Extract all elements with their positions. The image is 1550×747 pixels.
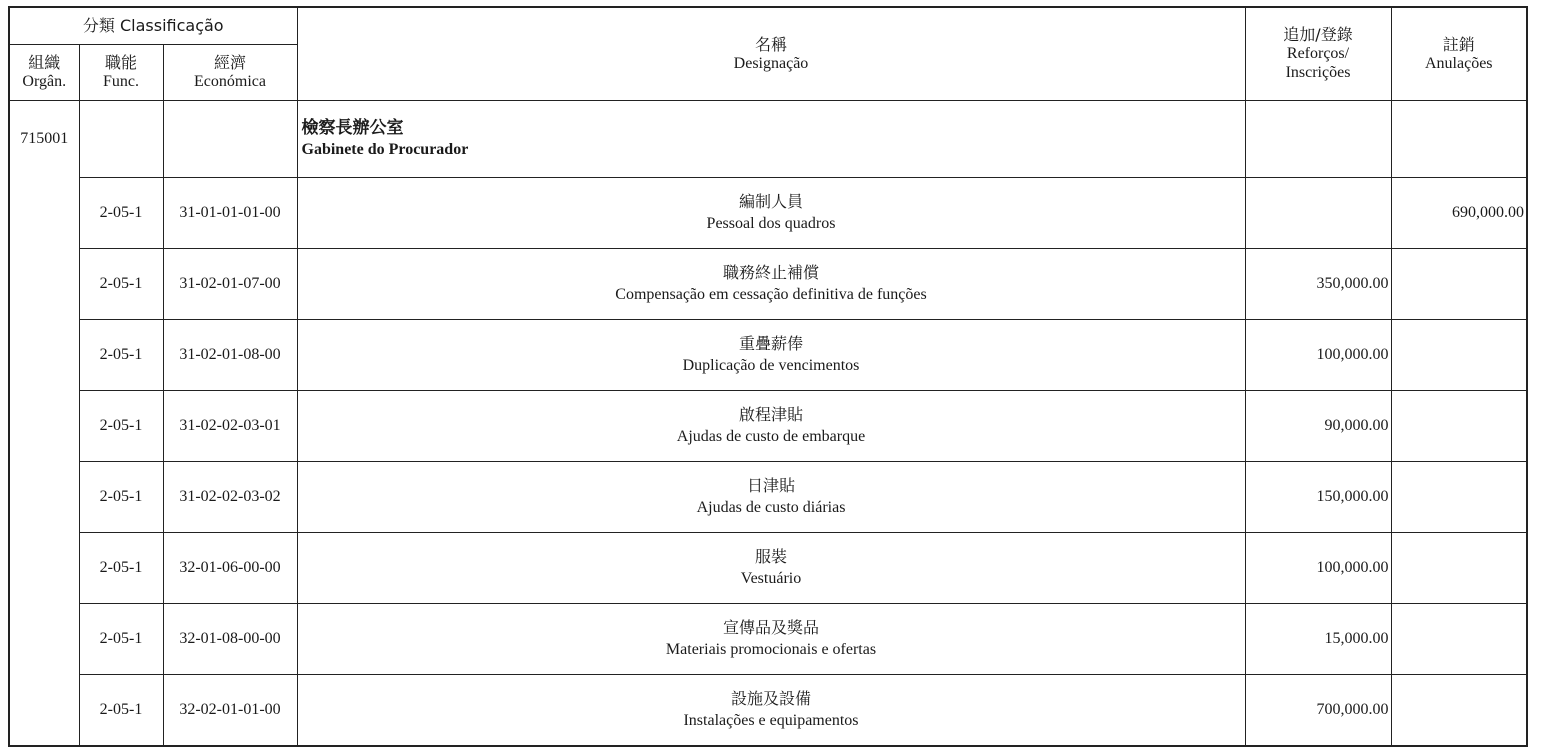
func-code: 2-05-1 [79, 674, 163, 746]
anulacoes-value [1391, 603, 1527, 674]
table-row [9, 674, 1527, 746]
eco-code: 31-02-02-03-01 [163, 390, 297, 461]
row-designation [297, 319, 1245, 390]
designation-zh: 日津貼 [746, 475, 795, 495]
designation-zh: 編制人員 [738, 191, 803, 211]
organ-code: 715001 [9, 100, 79, 177]
reforcos-header-pt1: Reforços/ [1286, 45, 1350, 63]
classification-header [9, 7, 297, 44]
eco-header [163, 44, 297, 100]
func-header-zh: 職能 [104, 53, 137, 72]
organ-header-pt: Orgân. [22, 73, 67, 90]
eco-header-pt: Económica [194, 73, 266, 90]
row-designation [297, 248, 1245, 319]
organ-header [9, 44, 79, 100]
eco-code: 31-02-01-08-00 [163, 319, 297, 390]
designation-pt: Instalações e equipamentos [683, 711, 859, 729]
anulacoes-value [1391, 390, 1527, 461]
section-name-pt: Gabinete do Procurador [301, 140, 469, 158]
designation-header [297, 7, 1245, 100]
reforcos-header-zh: 追加/登錄 [1283, 25, 1353, 45]
row-designation [297, 177, 1245, 248]
func-code: 2-05-1 [79, 177, 163, 248]
eco-code: 32-02-01-01-00 [163, 674, 297, 746]
reforcos-value: 90,000.00 [1245, 390, 1391, 461]
classification-label: 分類 Classificação [82, 15, 224, 35]
eco-code: 32-01-06-00-00 [163, 532, 297, 603]
reforcos-value: 100,000.00 [1245, 319, 1391, 390]
table-row [9, 603, 1527, 674]
section-anulacoes-cell [1391, 100, 1527, 177]
reforcos-value: 100,000.00 [1245, 532, 1391, 603]
eco-code: 32-01-08-00-00 [163, 603, 297, 674]
budget-table [8, 6, 1528, 747]
designation-zh: 宣傳品及獎品 [722, 617, 819, 637]
anulacoes-value [1391, 674, 1527, 746]
designation-zh: 設施及設備 [730, 688, 811, 708]
designation-header-zh: 名稱 [754, 34, 787, 54]
reforcos-header [1245, 7, 1391, 100]
func-code: 2-05-1 [79, 390, 163, 461]
func-code: 2-05-1 [79, 319, 163, 390]
func-code: 2-05-1 [79, 248, 163, 319]
section-name-zh: 檢察長辦公室 [301, 117, 404, 138]
anulacoes-header-pt: Anulações [1424, 54, 1493, 72]
designation-header-pt: Designação [733, 54, 809, 72]
designation-pt: Ajudas de custo de embarque [676, 427, 866, 445]
designation-zh: 服裝 [754, 546, 787, 566]
reforcos-value [1245, 177, 1391, 248]
designation-pt: Materiais promocionais e ofertas [665, 640, 877, 658]
organ-header-zh: 組織 [28, 53, 61, 72]
func-code: 2-05-1 [79, 532, 163, 603]
anulacoes-value [1391, 248, 1527, 319]
designation-pt: Pessoal dos quadros [706, 214, 836, 232]
table-row [9, 390, 1527, 461]
row-designation [297, 674, 1245, 746]
reforcos-value: 700,000.00 [1245, 674, 1391, 746]
eco-code: 31-01-01-01-00 [163, 177, 297, 248]
row-designation [297, 603, 1245, 674]
table-row [9, 532, 1527, 603]
designation-pt: Compensação em cessação definitiva de funções [615, 285, 927, 303]
designation-zh: 重疊薪俸 [738, 333, 803, 353]
anulacoes-value: 690,000.00 [1391, 177, 1527, 248]
anulacoes-value [1391, 319, 1527, 390]
row-designation [297, 532, 1245, 603]
eco-header-zh: 經濟 [213, 53, 246, 72]
anulacoes-value [1391, 461, 1527, 532]
designation-pt: Ajudas de custo diárias [696, 498, 846, 516]
func-header-pt: Func. [103, 73, 139, 90]
section-eco-cell [163, 100, 297, 177]
eco-code: 31-02-02-03-02 [163, 461, 297, 532]
row-designation [297, 390, 1245, 461]
designation-zh: 啟程津貼 [738, 404, 803, 424]
table-row [9, 177, 1527, 248]
anulacoes-header-zh: 註銷 [1442, 34, 1475, 54]
designation-pt: Duplicação de vencimentos [682, 356, 860, 374]
reforcos-value: 15,000.00 [1245, 603, 1391, 674]
func-header [79, 44, 163, 100]
section-func-cell [79, 100, 163, 177]
table-row [9, 248, 1527, 319]
eco-code: 31-02-01-07-00 [163, 248, 297, 319]
section-designation [297, 100, 1245, 177]
designation-zh: 職務終止補償 [722, 262, 819, 282]
section-reforcos-cell [1245, 100, 1391, 177]
anulacoes-value [1391, 532, 1527, 603]
section-row [9, 100, 1527, 177]
table-row [9, 319, 1527, 390]
func-code: 2-05-1 [79, 461, 163, 532]
anulacoes-header [1391, 7, 1527, 100]
row-designation [297, 461, 1245, 532]
reforcos-value: 350,000.00 [1245, 248, 1391, 319]
table-row [9, 461, 1527, 532]
reforcos-header-pt2: Inscrições [1285, 64, 1351, 82]
reforcos-value: 150,000.00 [1245, 461, 1391, 532]
designation-pt: Vestuário [740, 569, 802, 587]
func-code: 2-05-1 [79, 603, 163, 674]
